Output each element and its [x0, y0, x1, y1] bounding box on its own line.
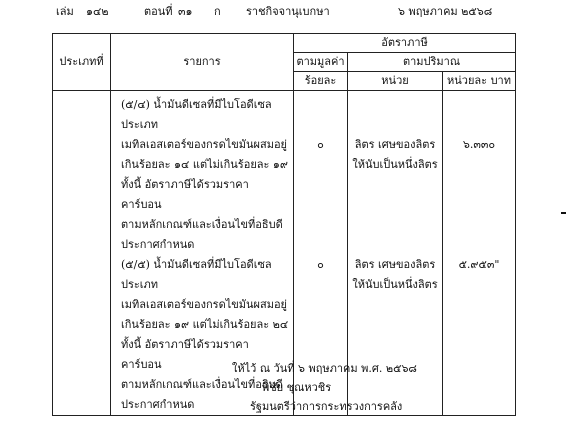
col-header-baht: หน่วยละ บาท	[443, 72, 516, 91]
item-line: (๕/๔) น้ำมันดีเซลที่มีไบโอดีเซลประเภท	[121, 98, 272, 131]
baht-value: ๖.๓๓๐	[462, 138, 496, 151]
type-cell	[53, 91, 111, 416]
baht-value: ๕.๙๕๓"	[458, 258, 500, 271]
gazette-title: ราชกิจจานุเบกษา	[246, 5, 330, 18]
part-letter: ก	[214, 5, 221, 18]
unit-value	[348, 255, 442, 375]
item-line: ทั้งนี้ อัตราภาษีได้รวมราคาคาร์บอน	[121, 338, 249, 371]
item-line: ประกาศกำหนด	[121, 398, 195, 411]
item-line: ทั้งนี้ อัตราภาษีได้รวมราคาคาร์บอน	[121, 178, 249, 211]
item-line: เมทิลเอสเตอร์ของกรดไขมันผสมอยู่	[121, 138, 287, 151]
unit-line: ลิตร เศษของลิตร	[354, 138, 436, 151]
volume-number: ๑๔๒	[86, 5, 109, 18]
item-line: ตามหลักเกณฑ์และเงื่อนไขที่อธิบดี	[121, 218, 283, 231]
unit-value	[348, 135, 442, 255]
header-date: ๖ พฤษภาคม ๒๕๖๘	[398, 5, 493, 18]
col-header-percent: ร้อยละ	[294, 72, 348, 91]
section-number: ๓๑	[178, 5, 193, 18]
col-header-value: ตามมูลค่า	[294, 53, 348, 72]
unit-line: ลิตร เศษของลิตร	[354, 258, 436, 271]
item-line: เมทิลเอสเตอร์ของกรดไขมันผสมอยู่	[121, 298, 287, 311]
gazette-header	[0, 2, 566, 20]
item-line: ตามหลักเกณฑ์และเงื่อนไขที่อธิบดี	[121, 378, 283, 391]
given-date-line: ให้ไว้ ณ วันที่ ๖ พฤษภาคม พ.ศ. ๒๕๖๘	[232, 362, 417, 375]
col-header-type: ประเภทที่	[53, 34, 111, 91]
signatory-name: พิชัย ชุณหวชิร	[262, 381, 332, 394]
col-header-items: รายการ	[111, 34, 294, 91]
list-item	[121, 95, 289, 255]
item-line: เกินร้อยละ ๑๔ แต่ไม่เกินร้อยละ ๑๙	[121, 158, 288, 171]
item-line: ประกาศกำหนด	[121, 238, 195, 251]
col-header-quantity: ตามปริมาณ	[348, 53, 516, 72]
item-line: (๕/๕) น้ำมันดีเซลที่มีไบโอดีเซลประเภท	[121, 258, 272, 291]
percent-value: ๐	[317, 258, 324, 271]
baht-cell	[443, 91, 516, 416]
signatory-title: รัฐมนตรีว่าการกระทรวงการคลัง	[250, 400, 403, 413]
col-header-unit: หน่วย	[348, 72, 443, 91]
unit-line: ให้นับเป็นหนึ่งลิตร	[352, 278, 438, 291]
volume-label: เล่ม	[56, 5, 74, 18]
section-label: ตอนที่	[144, 5, 173, 18]
margin-dash	[561, 212, 566, 214]
percent-value: ๐	[317, 138, 324, 151]
unit-line: ให้นับเป็นหนึ่งลิตร	[352, 158, 438, 171]
col-header-rate: อัตราภาษี	[294, 34, 516, 53]
item-line: เกินร้อยละ ๑๙ แต่ไม่เกินร้อยละ ๒๔	[121, 318, 289, 331]
